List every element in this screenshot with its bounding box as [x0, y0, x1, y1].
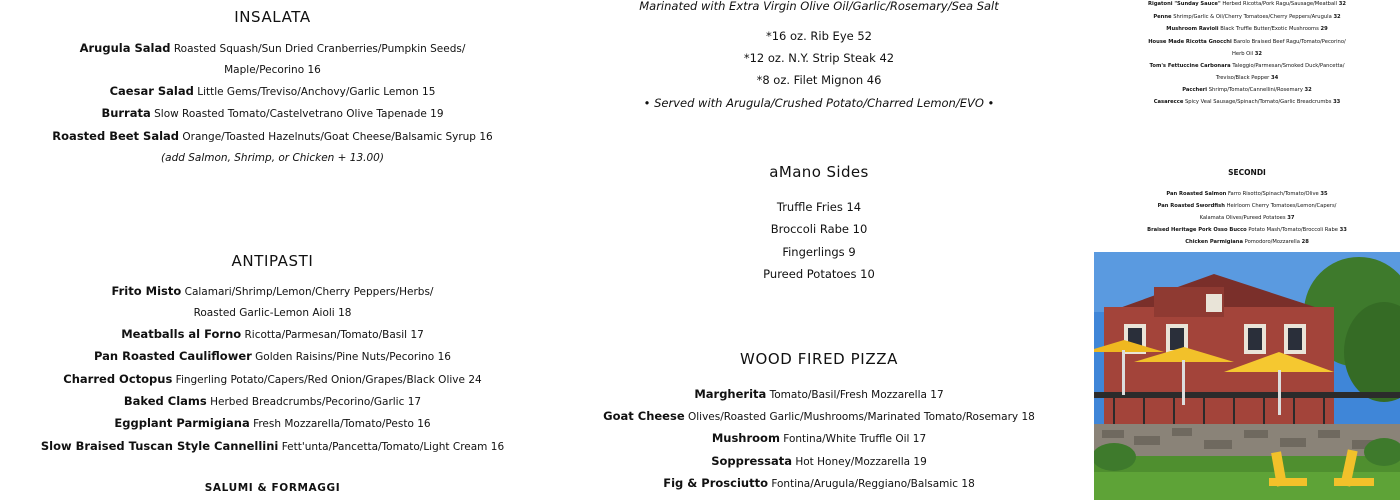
dish-desc: Herbed Breadcrumbs/Pecorino/Garlic: [210, 396, 405, 408]
mini-desc: Pomodoro/Mozzarella: [1244, 239, 1300, 245]
menu-item-soppressata: [545, 454, 1093, 469]
menu-item-arugula: [0, 41, 545, 56]
menu-item-goat-cheese: [545, 409, 1093, 424]
dish-name: Frito Misto: [111, 284, 182, 298]
dish-name: Pan Roasted Cauliflower: [94, 349, 252, 363]
dish-name: Roasted Beet Salad: [52, 129, 180, 143]
mini-desc: Potato Mash/Tomato/Broccoli Rabe: [1248, 227, 1338, 233]
mini-price: 29: [1320, 26, 1328, 32]
menu-item-octopus: [0, 372, 545, 387]
dish-name: Slow Braised Tuscan Style Cannellini: [40, 439, 279, 453]
dish-price: 19: [913, 456, 927, 468]
mini-name: Chicken Parmigiana: [1185, 239, 1243, 245]
mini-desc: Shrimp/Garlic & Oil/Cherry Tomatoes/Cherry Peppers/Arugula: [1173, 14, 1332, 20]
menu-item-caesar: [0, 84, 545, 99]
mini-item: [1094, 96, 1400, 108]
dish-price: 14: [846, 200, 862, 214]
dish-price: 9: [848, 245, 856, 259]
menu-item-arugula-cont: [0, 63, 545, 77]
insalata-title: INSALATA: [234, 8, 311, 26]
dish-name: Fingerlings: [782, 245, 845, 259]
mini-desc: Herb Oil: [1231, 51, 1254, 57]
dish-name: Margherita: [694, 387, 767, 401]
dish-name: *12 oz. N.Y. Strip Steak: [743, 51, 876, 65]
patio-illustration: [1094, 252, 1400, 500]
dish-name: Pureed Potatoes: [763, 267, 857, 281]
dish-name: Charred Octopus: [63, 372, 173, 386]
mini-price: 32: [1304, 87, 1312, 93]
mini-name: Penne: [1153, 14, 1172, 20]
mini-item: [1094, 36, 1400, 48]
mini-name: Rigatoni "Sunday Sauce": [1148, 1, 1221, 7]
mini-item: [1094, 200, 1400, 212]
menu-item-beet: [0, 129, 545, 144]
dish-desc: Fontina/Arugula/Reggiano/Balsamic: [771, 478, 959, 490]
mini-desc: Heirloom Cherry Tomatoes/Lemon/Capers/: [1226, 203, 1337, 209]
mini-item: [1094, 84, 1400, 96]
mini-price: 37: [1287, 215, 1295, 221]
menu-item-baked-clams: [0, 394, 545, 409]
dish-desc: Golden Raisins/Pine Nuts/Pecorino: [255, 351, 435, 363]
dish-desc: Calamari/Shrimp/Lemon/Cherry Peppers/Herbs/: [184, 286, 434, 298]
mini-desc: Kalamata Olives/Pureed Potatoes: [1199, 215, 1286, 221]
antipasti-title: ANTIPASTI: [231, 252, 314, 270]
menu-item-margherita: [545, 387, 1093, 402]
dish-price: 16: [417, 418, 431, 430]
mini-name: Tom's Fettuccine Carbonara: [1149, 63, 1231, 69]
dish-price: 52: [857, 29, 872, 43]
menu-item-eggplant: [0, 416, 545, 431]
dish-price: 10: [852, 222, 868, 236]
mini-name: House Made Ricotta Gnocchi: [1148, 39, 1232, 45]
dish-price: 17: [407, 396, 422, 408]
dish-name: Caesar Salad: [109, 84, 194, 98]
menu-item-ny-strip: [545, 51, 1093, 65]
mini-desc: Barolo Braised Beef Ragu/Tomato/Pecorino/: [1233, 39, 1346, 45]
mini-name: Casarecce: [1153, 99, 1184, 105]
dish-name: Truffle Fries: [776, 200, 843, 214]
mini-item: [1094, 224, 1400, 236]
pizza-title: WOOD FIRED PIZZA: [740, 350, 898, 368]
menu-item-meatballs: [0, 327, 545, 342]
dish-desc: Fingerling Potato/Capers/Red Onion/Grapes/Black Olive: [175, 374, 465, 386]
mini-desc: Treviso/Black Pepper: [1215, 75, 1270, 81]
sides-title: aMano Sides: [769, 163, 869, 181]
dish-desc: Fresh Mozzarella/Tomato/Pesto: [253, 418, 414, 430]
steak-marinade-note: Marinated with Extra Virgin Olive Oil/Garlic/Rosemary/Sea Salt: [639, 0, 999, 13]
dish-desc: Ricotta/Parmesan/Tomato/Basil: [244, 329, 408, 341]
dish-name: Soppressata: [711, 454, 793, 468]
mini-item: [1094, 0, 1400, 10]
dish-desc: Roasted Garlic-Lemon Aioli: [193, 307, 335, 319]
dish-price: 18: [338, 307, 352, 319]
mini-name: Paccheri: [1182, 87, 1208, 93]
dish-price: 19: [430, 108, 444, 120]
menu-item-fingerlings: [545, 245, 1093, 259]
dish-name: Broccoli Rabe: [770, 222, 849, 236]
mini-desc: Farro Risotto/Spinach/Tomato/Olive: [1228, 191, 1319, 197]
restaurant-patio-photo: [1094, 252, 1400, 500]
mini-name: Braised Heritage Pork Osso Bucco: [1147, 227, 1247, 233]
mini-desc: Black Truffle Butter/Exotic Mushrooms: [1220, 26, 1319, 32]
mini-desc: Spicy Veal Sausage/Spinach/Tomato/Garlic Breadcrumbs: [1185, 99, 1332, 105]
dish-name: Goat Cheese: [603, 409, 685, 423]
mini-item: [1094, 23, 1400, 35]
menu-item-frito-misto-cont: [0, 306, 545, 320]
mini-price: 35: [1320, 191, 1328, 197]
mini-price: 32: [1254, 51, 1263, 57]
mini-price: 32: [1333, 14, 1341, 20]
dish-name: *8 oz. Filet Mignon: [756, 73, 864, 87]
menu-item-rib-eye: [545, 29, 1093, 43]
menu-item-cauliflower: [0, 349, 545, 364]
menu-item-fig-prosciutto: [545, 476, 1093, 491]
mini-price: 34: [1270, 75, 1279, 81]
dish-price: 16: [307, 64, 321, 76]
dish-desc: Fontina/White Truffle Oil: [783, 433, 910, 445]
mini-desc: Taleggio/Parmesan/Smoked Duck/Pancetta/: [1232, 63, 1345, 69]
dish-price: 17: [410, 329, 424, 341]
mini-item: [1094, 60, 1400, 72]
dish-name: Meatballs al Forno: [121, 327, 242, 341]
dish-desc: Roasted Squash/Sun Dried Cranberries/Pumpkin Seeds/: [173, 43, 466, 55]
secondi-title: SECONDI: [1228, 168, 1266, 177]
mini-desc: Herbed Ricotta/Pork Ragu/Sausage/Meatball: [1222, 1, 1338, 7]
dish-price: 42: [879, 51, 895, 65]
mini-item: [1094, 72, 1400, 84]
mini-name: Pan Roasted Swordfish: [1157, 203, 1225, 209]
salumi-title: SALUMI & FORMAGGI: [204, 482, 341, 494]
menu-item-mushroom-pizza: [545, 431, 1093, 446]
menu-item-frito-misto: [0, 284, 545, 299]
dish-name: Mushroom: [711, 431, 780, 445]
menu-item-cannellini: [0, 439, 545, 454]
dish-desc: Orange/Toasted Hazelnuts/Goat Cheese/Balsamic Syrup: [182, 131, 476, 143]
dish-price: 24: [468, 374, 482, 386]
dish-name: Burrata: [101, 106, 151, 120]
menu-item-filet: [545, 73, 1093, 87]
dish-desc: Slow Roasted Tomato/Castelvetrano Olive Tapenade: [154, 108, 427, 120]
dish-price: 17: [930, 389, 944, 401]
mini-price: 28: [1301, 239, 1309, 245]
mini-price: 32: [1338, 1, 1346, 7]
dish-desc: Tomato/Basil/Fresh Mozzarella: [769, 389, 927, 401]
insalata-note: (add Salmon, Shrimp, or Chicken + 13.00): [161, 152, 384, 164]
mini-item: [1094, 188, 1400, 200]
dish-price: 17: [912, 433, 927, 445]
steak-served-note: • Served with Arugula/Crushed Potato/Charred Lemon/EVO •: [643, 96, 995, 110]
mini-item: [1094, 212, 1400, 224]
dish-price: 46: [866, 73, 882, 87]
mini-desc: Shrimp/Tomato/Cannellini/Rosemary: [1208, 87, 1303, 93]
dish-price: 18: [961, 478, 975, 490]
right-menu-column: [1094, 0, 1400, 500]
dish-name: Fig & Prosciutto: [663, 476, 768, 490]
dish-desc: Maple/Pecorino: [224, 64, 305, 76]
dish-price: 18: [1021, 411, 1035, 423]
mini-name: Pan Roasted Salmon: [1166, 191, 1227, 197]
left-menu-column: [0, 0, 545, 500]
dish-name: Arugula Salad: [79, 41, 171, 55]
dish-name: Baked Clams: [123, 394, 207, 408]
menu-item-truffle-fries: [545, 200, 1093, 214]
dish-price: 15: [422, 86, 436, 98]
menu-item-burrata: [0, 106, 545, 121]
dish-desc: Hot Honey/Mozzarella: [795, 456, 911, 468]
dish-price: 10: [860, 267, 875, 281]
middle-menu-column: [545, 0, 1093, 500]
dish-name: Eggplant Parmigiana: [114, 416, 250, 430]
mini-item: [1094, 11, 1400, 23]
dish-price: 16: [490, 441, 505, 453]
dish-desc: Fett'unta/Pancetta/Tomato/Light Cream: [281, 441, 488, 453]
mini-price: 33: [1339, 227, 1347, 233]
dish-desc: Olives/Roasted Garlic/Mushrooms/Marinated Tomato/Rosemary: [687, 411, 1019, 423]
mini-item: [1094, 48, 1400, 60]
dish-price: 16: [479, 131, 493, 143]
mini-price: 33: [1333, 99, 1341, 105]
dish-desc: Little Gems/Treviso/Anchovy/Garlic Lemon: [197, 86, 419, 98]
dish-price: 16: [437, 351, 451, 363]
mini-item: [1094, 236, 1400, 248]
mini-name: Mushroom Ravioli: [1166, 26, 1219, 32]
menu-item-broccoli-rabe: [545, 222, 1093, 236]
dish-name: *16 oz. Rib Eye: [765, 29, 854, 43]
menu-item-pureed-potatoes: [545, 267, 1093, 281]
